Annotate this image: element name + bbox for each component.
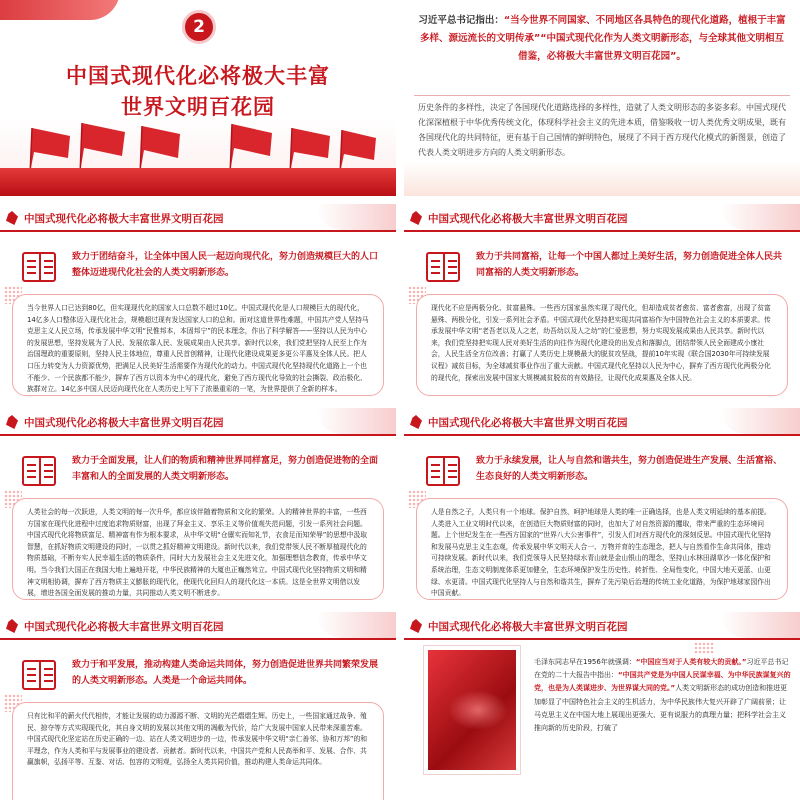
body-card: 人类社会的每一次跃进，人类文明的每一次升华，都应该伴随着物质和文化的繁荣。人的精神世界的丰富，一些西方国家在现代化进程中过度追求物质财富，出现了拜金主义、享乐主义等价值观失范问题，引发一系列社会问题。中国式现代化将物质富足、精神富有作为根本要求，从中华文明“仓廪实而知礼节，衣食足而知荣辱”的思想中汲取智慧，在抓好物质文明建设的同时，一以贯之抓好精神文明建设。新时代以来，我们党带领人民不断厚植现代化的物质基础，不断夯实人民幸福生活的物质条件，同时大力发展社会主义先进文化，加强理想信念教育，传承中华文明。当今我们大国正在我国大地上遍地开花，中华民族精神的大厦也正巍然耸立。中国式现代化坚持物质文明和精神文明相协调，摒弃了西方物质主义膨胀的现代化，使现代化回归人的现代化这一本质。这是全世界文明借以发展，增进各国全面发展的推动力量，共同推动人类文明不断进步。 [12,498,384,600]
open-book-icon [426,252,460,282]
slide-lead: 致力于团结奋斗，让全体中国人民一起迈向现代化，努力创造规模巨大的人口整体迈进现代化社会的人类文明新形态。 [72,252,379,278]
section-title: 中国式现代化必将极大丰富世界文明百花园 [24,213,224,225]
divider [414,95,790,96]
header-swoosh [316,408,396,434]
section-header [404,204,800,232]
section-title: 中国式现代化必将极大丰富世界文明百花园 [428,213,628,225]
content-slide-2 [404,204,800,400]
header-swoosh [720,408,800,434]
header-swoosh [720,204,800,230]
open-book-icon [22,660,56,690]
content-slide-3 [0,408,396,604]
content-slide-6 [404,612,800,800]
quote-lead: 习近平总书记指出： [418,15,504,26]
body-card: 现代化不应是两极分化、贫富悬殊。一些西方国家虽然实现了现代化，但却造成贫者愈贫、富者愈富，出现了贫富悬殊、两极分化，引发一系列社会矛盾。中国式现代化坚持把实现共同富裕作为中国特色社会主义的本质要求。传承发展中华文明“老吾老以及人之老，幼吾幼以及人之幼”的仁爱思想，努力实现发展成果由人民共享。新时代以来，我们党坚持把实现人民对美好生活的向往作为现代化建设的出发点和落脚点，团结带领人民全面建成小康社会，人民生活全方位改善；打赢了人类历史上规模最大的脱贫攻坚战，提前10年实现《联合国2030年可持续发展议程》减贫目标，为全球减贫事业作出了重大贡献。中国式现代化坚持以人民为中心，摒弃了西方现代化两极分化的现代化，探索出发展中国家大规模减贫脱贫的有效路径，让现代化成果惠及全体人民。 [416,294,788,396]
section-title: 中国式现代化必将极大丰富世界文明百花园 [428,417,628,429]
body-card: 当今世界人口已达到80亿，但实现现代化的国家人口总数不超过10亿。中国式现代化是人口规模巨大的现代化，14亿多人口整体迈入现代化社会，规模超过现有发达国家人口的总和。面对这道世界性难题，中国共产党人坚持马克思主义人民立场，传承发展中华文明“民惟邦本，本固邦宁”的民本理念，作出了科学解答——坚持以人民为中心的发展思想，坚持发展为了人民、发展依靠人民、发展成果由人民共享。新时代以来，我们党把坚持人民至上作为治国理政的重要原则，坚持人民主体地位，尊重人民首创精神，让现代化建设成果更多更公平惠及全体人民。把人口压力转变为人力资源优势，把满足人民美好生活需要作为现代化的动力。中国式现代化坚持现代化道路上一个也不能少、一个民族都不能少，摒弃了西方以资本为中心的现代化，避免了西方现代化导致的社会撕裂、政治极化、族群对立。14亿多中国人民迈向现代化在人类历史上写下了浓墨重彩的一笔，为世界提供了全新的样本。 [12,294,384,396]
body-red-1: “中国应当对于人类有较大的贡献。” [635,658,747,666]
slide-lead: 致力于全面发展，让人们的物质和精神世界同样富足，努力创造促进物的全面丰富和人的全面发展的人类文明新形态。 [72,456,379,482]
ribbon-mark-icon [6,619,18,633]
content-slide-1 [0,204,396,400]
ribbon-mark-icon [410,415,422,429]
ribbon-mark-icon [410,211,422,225]
ribbon-mark-icon [6,211,18,225]
body-plain-1: 毛泽东同志早在1956年就强调： [534,658,636,666]
cover-title-line2: 世界文明百花园 [121,95,275,119]
body-card: 人是自然之子，人类只有一个地球。保护自然、呵护地球是人类的唯一正确选择，也是人类文明延续的基本前提。人类进入工业文明时代以来，在创造巨大物质财富的同时，也加大了对自然资源的攫取，带来严重的生态环境问题。上个世纪发生在一些西方国家的“世界八大公害事件”，引发人们对西方现代化的深刻反思。中国式现代化坚持和发展马克思主义生态观，传承发展中华文明天人合一、万物并育的生态理念，把人与自然看作生命共同体，推动可持续发展。新时代以来，我们党领导人民坚持绿水青山就是金山银山的理念，坚持山水林田湖草沙一体化保护和系统治理，生态文明制度体系更加健全，生态环境保护发生历史性、转折性、全局性变化，中国大地天更蓝、山更绿、水更清。中国式现代化坚持人与自然和谐共生，摒弃了先污染后治理的传统工业化道路，为保护地球家园作出中国贡献。 [416,498,788,600]
body-card: 只有比和平的薪火代代相传，才能让发展的动力源源不断、文明的光芒熠熠生辉。历史上，一些国家通过战争、殖民、掠夺等方式实现现代化，其自身文明的发展以其他文明的凋敝为代价，给广大发展中国家人民带来深重苦难。中国式现代化坚定站在历史正确的一边、站在人类文明进步的一边，传承发展中华文明“亲仁善邻、协和万邦”的和平理念，作为人类和平与发展事业的建设者、贡献者。新时代以来，中国共产党和人民高举和平、发展、合作、共赢旗帜，弘扬平等、互鉴、对话、包容的文明观，弘扬全人类共同价值，推动构建人类命运共同体。 [12,702,384,800]
body-plain-3: 人类文明新形态的成功创造和推进更加彰显了中国特色社会主义的生机活力，为中华民族伟大复兴开辟了广阔前景；让马克思主义在中国大地上展现出更强大、更有说服力的真理力量；把科学社会主义推向新的历史阶段，打破了 [534,684,788,733]
open-book-icon [22,252,56,282]
section-header [404,612,800,640]
open-book-icon [22,456,56,486]
red-photo [424,646,520,774]
section-header [0,408,396,436]
section-title: 中国式现代化必将极大丰富世界文明百花园 [24,417,224,429]
header-swoosh [316,204,396,230]
cover-red-stage [0,168,396,196]
slide-body [534,656,792,735]
slide-lead: 致力于共同富裕，让每一个中国人都过上美好生活，努力创造促进全体人民共同富裕的人类文明新形态。 [476,252,783,278]
ribbon-mark-icon [410,619,422,633]
section-title: 中国式现代化必将极大丰富世界文明百花园 [428,621,628,633]
section-title: 中国式现代化必将极大丰富世界文明百花园 [24,621,224,633]
section-header [404,408,800,436]
quote-paragraph: 历史条件的多样性，决定了各国现代化道路选择的多样性，造就了人类文明形态的多姿多彩。中国式现代化深深植根于中华优秀传统文化，体现科学社会主义的先进本质，借鉴吸收一切人类优秀文明成果，既有各国现代化的共同特征，更有基于自己国情的鲜明特色，展现了不同于西方现代化模式的新图景，创造了代表人类文明进步方向的人类文明新形态。 [418,103,786,157]
cover-slide [0,0,396,196]
section-header [0,612,396,640]
body-red-2: “中国共产党是为中国人民谋幸福、为中华民族谋复兴的党，也是为人类谋进步、为世界谋大同的党。” [534,671,791,693]
quote-slide [404,0,800,196]
quote-text-1: “当今世界不同国家、不同地区各具特色的现代化道路，植根于丰富多样、源远流长的文明传承” [420,15,786,44]
open-book-icon [426,456,460,486]
red-ribbon-decoration [0,0,120,20]
header-swoosh [720,612,800,638]
section-number-badge: 2 [182,10,216,44]
cloud-decoration [404,162,800,196]
quote-block [404,0,800,82]
header-swoosh [316,612,396,638]
body-plain-2: 习近平总书记在党的二十大报告中指出： [534,658,789,680]
quote-text-2: “中国式现代化作为人类文明新形态，与全球其他文明相互借鉴，必将极大丰富世界文明百花园”。 [518,33,784,62]
section-header [0,204,396,232]
dot-pattern [694,642,714,654]
ribbon-mark-icon [6,415,18,429]
content-slide-4 [404,408,800,604]
cover-title-line1: 中国式现代化必将极大丰富 [66,64,330,88]
slide-lead: 致力于永续发展，让人与自然和谐共生，努力创造促进生产发展、生活富裕、生态良好的人类文明新形态。 [476,456,783,482]
slide-lead: 致力于和平发展，推动构建人类命运共同体，努力创造促进世界共同繁荣发展的人类文明新形态。人类是一个命运共同体。 [72,660,379,686]
content-slide-5 [0,612,396,800]
